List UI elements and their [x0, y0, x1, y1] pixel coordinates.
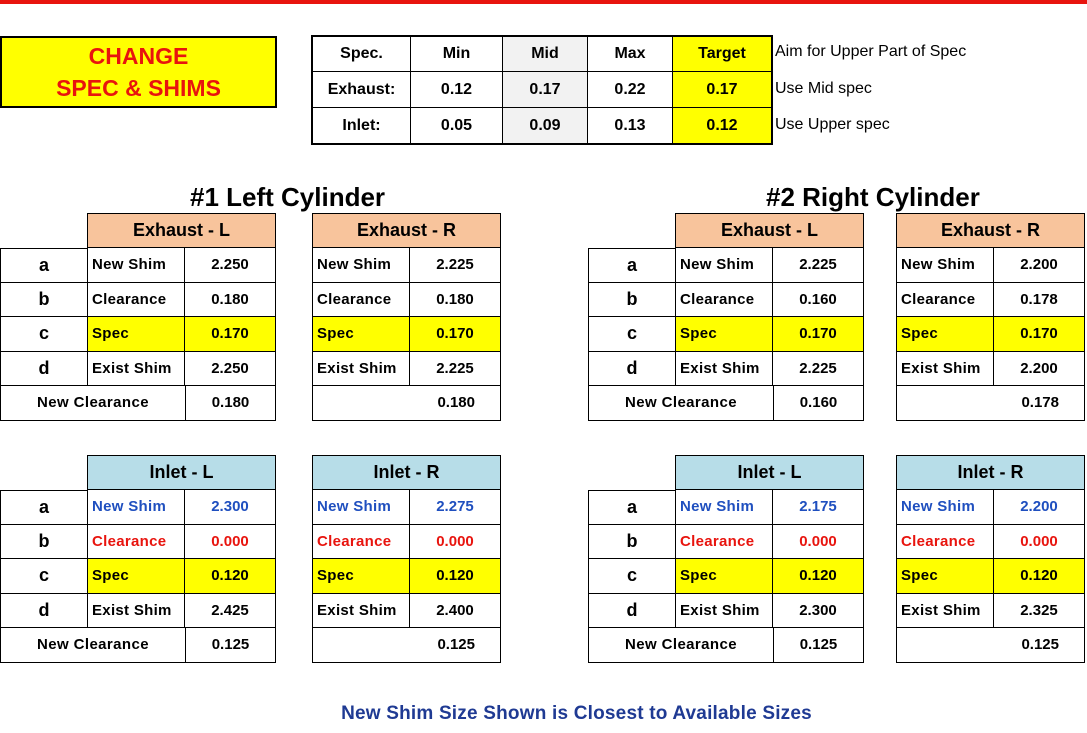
- block-c1-inlet-r-label-0: New Shim: [312, 490, 410, 525]
- block-c1-exhaust-r-value-3[interactable]: 2.225: [410, 352, 501, 387]
- block-c1-inlet-r-label-1: Clearance: [312, 525, 410, 560]
- top-rule: [0, 0, 1087, 4]
- block-c2-inlet-l-title: Inlet - L: [675, 455, 864, 490]
- block-c1-inlet-l-new-clearance-value: 0.125: [185, 628, 276, 663]
- block-c1-inlet-l-value-2: 0.120: [185, 559, 276, 594]
- block-c1-inlet-r-value-1: 0.000: [410, 525, 501, 560]
- left-cylinder-title: #1 Left Cylinder: [190, 182, 386, 212]
- block-c1-exhaust-l-value-3[interactable]: 2.250: [185, 352, 276, 387]
- block-c2-inlet-l-letter-b: b: [588, 525, 675, 560]
- spec-table: [311, 35, 773, 145]
- block-c2-inlet-l-value-1: 0.000: [773, 525, 864, 560]
- block-c1-inlet-l-value-3[interactable]: 2.425: [185, 594, 276, 629]
- block-c1-exhaust-l-new-clearance-label: New Clearance: [0, 386, 185, 421]
- block-c1-exhaust-l-letter-c: c: [0, 317, 87, 352]
- right-cylinder-title: #2 Right Cylinder: [766, 182, 980, 212]
- block-c2-inlet-l-label-1: Clearance: [675, 525, 773, 560]
- block-c1-inlet-l-letter-b: b: [0, 525, 87, 560]
- block-c2-exhaust-l-new-clearance-value: 0.160: [773, 386, 864, 421]
- change-spec-shims-button[interactable]: [0, 36, 277, 108]
- spec-row-inlet-target[interactable]: 0.12: [673, 108, 771, 143]
- spec-row-exhaust-max: 0.22: [588, 72, 673, 108]
- block-c1-inlet-r-value-3[interactable]: 2.400: [410, 594, 501, 629]
- spec-row-exhaust-label: Exhaust:: [313, 72, 411, 108]
- block-c2-exhaust-l-letter-b: b: [588, 283, 675, 318]
- block-c1-inlet-r-label-2: Spec: [312, 559, 410, 594]
- block-c1-inlet-l-title: Inlet - L: [87, 455, 276, 490]
- block-c2-exhaust-l-letter-a: a: [588, 248, 675, 283]
- block-c2-inlet-l-new-clearance-label: New Clearance: [588, 628, 773, 663]
- block-c1-inlet-l-letter-d: d: [0, 594, 87, 629]
- block-c2-exhaust-r-new-clearance-value: 0.178: [896, 386, 1085, 421]
- block-c1-exhaust-l-title: Exhaust - L: [87, 213, 276, 248]
- block-c1-exhaust-l-letter-a: a: [0, 248, 87, 283]
- block-c1-inlet-l-letter-c: c: [0, 559, 87, 594]
- block-c2-exhaust-r-label-2: Spec: [896, 317, 994, 352]
- block-c1-inlet-r-value-2: 0.120: [410, 559, 501, 594]
- spec-row-inlet-mid: 0.09: [503, 108, 588, 143]
- block-c1-exhaust-r-value-0[interactable]: 2.225: [410, 248, 501, 283]
- spec-note-exhaust: Use Mid spec: [775, 80, 872, 97]
- block-c1-exhaust-l-new-clearance-value: 0.180: [185, 386, 276, 421]
- spec-header-min: Min: [411, 37, 503, 72]
- block-c1-exhaust-l-label-3: Exist Shim: [87, 352, 185, 387]
- block-c2-inlet-r-value-1: 0.000: [994, 525, 1085, 560]
- block-c2-exhaust-l-new-clearance-label: New Clearance: [588, 386, 773, 421]
- spec-row-exhaust-target[interactable]: 0.17: [673, 72, 771, 108]
- spec-row-exhaust-mid: 0.17: [503, 72, 588, 108]
- block-c1-exhaust-l-letter-d: d: [0, 352, 87, 387]
- block-c1-exhaust-r-title: Exhaust - R: [312, 213, 501, 248]
- block-c1-inlet-r-title: Inlet - R: [312, 455, 501, 490]
- block-c2-exhaust-l-value-0[interactable]: 2.225: [773, 248, 864, 283]
- block-c2-inlet-r-value-0[interactable]: 2.200: [994, 490, 1085, 525]
- block-c2-inlet-r-label-1: Clearance: [896, 525, 994, 560]
- block-c1-exhaust-l-label-2: Spec: [87, 317, 185, 352]
- block-c1-exhaust-r-new-clearance-value: 0.180: [312, 386, 501, 421]
- spec-header-target: Target: [673, 37, 771, 72]
- block-c2-exhaust-r-label-1: Clearance: [896, 283, 994, 318]
- block-c1-exhaust-l-letter-b: b: [0, 283, 87, 318]
- block-c2-inlet-l-label-2: Spec: [675, 559, 773, 594]
- block-c2-inlet-l-label-0: New Shim: [675, 490, 773, 525]
- spec-header-max: Max: [588, 37, 673, 72]
- block-c1-inlet-l-label-3: Exist Shim: [87, 594, 185, 629]
- spec-header-spec: Spec.: [313, 37, 411, 72]
- spec-note-aim: Aim for Upper Part of Spec: [775, 43, 967, 60]
- spec-row-inlet-max: 0.13: [588, 108, 673, 143]
- spec-header-mid: Mid: [503, 37, 588, 72]
- spec-row-inlet-min: 0.05: [411, 108, 503, 143]
- spec-shims-label: SPEC & SHIMS: [56, 75, 221, 101]
- block-c1-exhaust-r-label-3: Exist Shim: [312, 352, 410, 387]
- block-c2-inlet-r-value-2: 0.120: [994, 559, 1085, 594]
- block-c2-exhaust-l-value-2: 0.170: [773, 317, 864, 352]
- block-c2-exhaust-l-label-3: Exist Shim: [675, 352, 773, 387]
- block-c2-inlet-l-value-2: 0.120: [773, 559, 864, 594]
- block-c2-exhaust-l-letter-c: c: [588, 317, 675, 352]
- block-c1-inlet-r-new-clearance-value: 0.125: [312, 628, 501, 663]
- block-c1-exhaust-l-value-0[interactable]: 2.250: [185, 248, 276, 283]
- block-c2-exhaust-r-title: Exhaust - R: [896, 213, 1085, 248]
- block-c1-inlet-r-label-3: Exist Shim: [312, 594, 410, 629]
- block-c1-inlet-l-label-2: Spec: [87, 559, 185, 594]
- block-c1-exhaust-l-label-0: New Shim: [87, 248, 185, 283]
- block-c2-exhaust-l-label-2: Spec: [675, 317, 773, 352]
- block-c2-inlet-l-letter-d: d: [588, 594, 675, 629]
- block-c2-exhaust-l-value-3[interactable]: 2.225: [773, 352, 864, 387]
- block-c2-exhaust-r-value-1: 0.178: [994, 283, 1085, 318]
- block-c1-inlet-l-new-clearance-label: New Clearance: [0, 628, 185, 663]
- block-c1-inlet-l-value-1: 0.000: [185, 525, 276, 560]
- block-c2-inlet-r-label-2: Spec: [896, 559, 994, 594]
- block-c2-inlet-l-new-clearance-value: 0.125: [773, 628, 864, 663]
- block-c2-inlet-l-value-3[interactable]: 2.300: [773, 594, 864, 629]
- block-c2-inlet-r-label-3: Exist Shim: [896, 594, 994, 629]
- block-c2-inlet-r-title: Inlet - R: [896, 455, 1085, 490]
- block-c2-exhaust-l-label-0: New Shim: [675, 248, 773, 283]
- change-label: CHANGE: [88, 43, 189, 69]
- block-c2-exhaust-r-label-0: New Shim: [896, 248, 994, 283]
- block-c2-exhaust-l-letter-d: d: [588, 352, 675, 387]
- block-c2-inlet-r-value-3[interactable]: 2.325: [994, 594, 1085, 629]
- block-c1-exhaust-r-value-1: 0.180: [410, 283, 501, 318]
- spec-row-exhaust-min: 0.12: [411, 72, 503, 108]
- block-c1-exhaust-l-value-2: 0.170: [185, 317, 276, 352]
- block-c1-inlet-l-value-0[interactable]: 2.300: [185, 490, 276, 525]
- block-c2-exhaust-r-label-3: Exist Shim: [896, 352, 994, 387]
- block-c2-inlet-r-new-clearance-value: 0.125: [896, 628, 1085, 663]
- spec-note-inlet: Use Upper spec: [775, 116, 890, 133]
- block-c2-exhaust-l-title: Exhaust - L: [675, 213, 864, 248]
- spec-row-inlet-label: Inlet:: [313, 108, 411, 143]
- block-c1-exhaust-l-label-1: Clearance: [87, 283, 185, 318]
- block-c1-exhaust-r-label-1: Clearance: [312, 283, 410, 318]
- block-c2-exhaust-l-label-1: Clearance: [675, 283, 773, 318]
- block-c2-inlet-l-label-3: Exist Shim: [675, 594, 773, 629]
- block-c1-inlet-l-letter-a: a: [0, 490, 87, 525]
- block-c1-exhaust-r-label-2: Spec: [312, 317, 410, 352]
- block-c2-inlet-l-letter-a: a: [588, 490, 675, 525]
- block-c1-inlet-r-value-0[interactable]: 2.275: [410, 490, 501, 525]
- block-c2-inlet-r-label-0: New Shim: [896, 490, 994, 525]
- block-c1-inlet-l-label-1: Clearance: [87, 525, 185, 560]
- block-c1-inlet-l-label-0: New Shim: [87, 490, 185, 525]
- block-c2-inlet-l-value-0[interactable]: 2.175: [773, 490, 864, 525]
- block-c1-exhaust-l-value-1: 0.180: [185, 283, 276, 318]
- block-c2-exhaust-r-value-0[interactable]: 2.200: [994, 248, 1085, 283]
- block-c2-exhaust-r-value-2: 0.170: [994, 317, 1085, 352]
- block-c2-exhaust-l-value-1: 0.160: [773, 283, 864, 318]
- block-c1-exhaust-r-label-0: New Shim: [312, 248, 410, 283]
- block-c1-exhaust-r-value-2: 0.170: [410, 317, 501, 352]
- block-c2-exhaust-r-value-3[interactable]: 2.200: [994, 352, 1085, 387]
- block-c2-inlet-l-letter-c: c: [588, 559, 675, 594]
- footer-note: New Shim Size Shown is Closest to Available Sizes: [341, 703, 812, 724]
